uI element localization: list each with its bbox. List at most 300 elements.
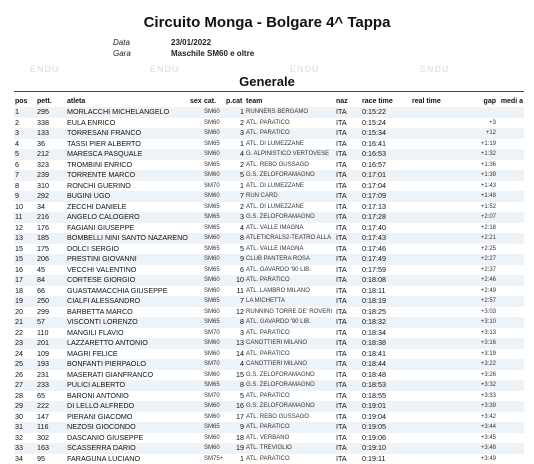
- cell-race-time: 0:17:13: [361, 202, 411, 213]
- cell-real-time: [411, 181, 455, 192]
- cell-gap: +1:43: [455, 181, 497, 192]
- cell-team: ATL. VERBANO: [245, 433, 335, 444]
- table-row: [14, 391, 524, 402]
- cell-gap: +3:45: [455, 433, 497, 444]
- cell-media: [497, 265, 524, 276]
- cell-real-time: [411, 275, 455, 286]
- cell-media: [497, 422, 524, 433]
- cell-sex: [189, 212, 203, 223]
- cell-media: [497, 118, 524, 129]
- cell-race-time: 0:19:04: [361, 412, 411, 423]
- cell-category-position: 2: [225, 202, 245, 213]
- cell-team: CANOTTIERI MILANO: [245, 338, 335, 349]
- cell-athlete: VISCONTI LORENZO: [66, 317, 189, 328]
- results-body: [14, 107, 524, 464]
- cell-real-time: [411, 338, 455, 349]
- cell-category-position: 13: [225, 338, 245, 349]
- cell-nation: ITA: [335, 286, 361, 297]
- cell-media: [497, 317, 524, 328]
- cell-nation: ITA: [335, 380, 361, 391]
- table-row: [14, 139, 524, 150]
- table-row: [14, 349, 524, 360]
- cell-category-position: 15: [225, 370, 245, 381]
- cell-athlete: PULICI ALBERTO: [66, 380, 189, 391]
- cell-pett: 65: [36, 391, 66, 402]
- cell-category-position: 4: [225, 223, 245, 234]
- cell-pos: 11: [14, 212, 36, 223]
- cell-athlete: PRESTINI GIOVANNI: [66, 254, 189, 265]
- cell-real-time: [411, 412, 455, 423]
- cell-athlete: TORRENTE MARCO: [66, 170, 189, 181]
- cell-team: ATL. PARATICO: [245, 422, 335, 433]
- cell-sex: [189, 454, 203, 464]
- col-pett: pett.: [36, 95, 66, 107]
- cell-pos: 15: [14, 254, 36, 265]
- cell-category-position: 18: [225, 433, 245, 444]
- cell-pos: 13: [14, 233, 36, 244]
- watermark: ENDU: [420, 64, 450, 74]
- cell-athlete: FARAGUNA LUCIANO: [66, 454, 189, 464]
- cell-nation: ITA: [335, 401, 361, 412]
- table-header-row: [14, 95, 524, 107]
- cell-real-time: [411, 191, 455, 202]
- col-race-time: race time: [361, 95, 411, 107]
- cell-team: ATL. VALLE IMAGNA: [245, 223, 335, 234]
- cell-sex: [189, 118, 203, 129]
- cell-sex: [189, 149, 203, 160]
- cell-team: ATL. PARATICO: [245, 391, 335, 402]
- watermark: ENDU: [290, 64, 320, 74]
- cell-sex: [189, 107, 203, 118]
- cell-pos: 30: [14, 412, 36, 423]
- cell-category: SM60: [203, 412, 225, 423]
- cell-category-position: 1: [225, 454, 245, 464]
- cell-pos: 9: [14, 191, 36, 202]
- cell-real-time: [411, 244, 455, 255]
- cell-media: [497, 160, 524, 171]
- cell-sex: [189, 139, 203, 150]
- cell-nation: ITA: [335, 328, 361, 339]
- cell-sex: [189, 401, 203, 412]
- cell-athlete: BUGINI UGO: [66, 191, 189, 202]
- cell-athlete: MORLACCHI MICHELANGELO: [66, 107, 189, 118]
- cell-gap: +3: [455, 118, 497, 129]
- cell-pett: 310: [36, 181, 66, 192]
- cell-pos: 18: [14, 286, 36, 297]
- cell-sex: [189, 191, 203, 202]
- date-value: 23/01/2022: [171, 38, 211, 47]
- cell-category-position: 8: [225, 317, 245, 328]
- cell-team: ATL. DI LUMEZZANE: [245, 202, 335, 213]
- cell-race-time: 0:16:57: [361, 160, 411, 171]
- cell-race-time: 0:18:48: [361, 370, 411, 381]
- cell-real-time: [411, 401, 455, 412]
- cell-race-time: 0:19:10: [361, 443, 411, 454]
- cell-gap: +1:32: [455, 149, 497, 160]
- cell-media: [497, 349, 524, 360]
- cell-pett: 206: [36, 254, 66, 265]
- cell-real-time: [411, 391, 455, 402]
- cell-category: SM60: [203, 286, 225, 297]
- cell-race-time: 0:18:44: [361, 359, 411, 370]
- cell-race-time: 0:17:40: [361, 223, 411, 234]
- cell-athlete: MARESCA PASQUALE: [66, 149, 189, 160]
- cell-category: SM60: [203, 401, 225, 412]
- cell-media: [497, 202, 524, 213]
- cell-category-position: 7: [225, 191, 245, 202]
- cell-media: [497, 296, 524, 307]
- table-row: [14, 233, 524, 244]
- cell-category: SM60: [203, 338, 225, 349]
- cell-media: [497, 307, 524, 318]
- cell-pos: 33: [14, 443, 36, 454]
- cell-athlete: FAGIANI GIUSEPPE: [66, 223, 189, 234]
- cell-race-time: 0:18:34: [361, 328, 411, 339]
- cell-team: RUN CARD: [245, 191, 335, 202]
- cell-media: [497, 212, 524, 223]
- cell-gap: +2:25: [455, 244, 497, 255]
- results-table: [14, 95, 524, 464]
- cell-sex: [189, 233, 203, 244]
- cell-gap: +3:13: [455, 328, 497, 339]
- cell-sex: [189, 359, 203, 370]
- cell-pett: 201: [36, 338, 66, 349]
- cell-real-time: [411, 202, 455, 213]
- cell-pos: 7: [14, 170, 36, 181]
- cell-real-time: [411, 223, 455, 234]
- cell-pos: 1: [14, 107, 36, 118]
- cell-race-time: 0:18:11: [361, 286, 411, 297]
- cell-pos: 10: [14, 202, 36, 213]
- cell-category: SM65: [203, 422, 225, 433]
- cell-real-time: [411, 328, 455, 339]
- cell-nation: ITA: [335, 338, 361, 349]
- cell-athlete: BARBETTA MARCO: [66, 307, 189, 318]
- cell-sex: [189, 128, 203, 139]
- cell-team: RUNNERS BERGAMO: [245, 107, 335, 118]
- cell-real-time: [411, 359, 455, 370]
- table-row: [14, 181, 524, 192]
- cell-category: SM60: [203, 107, 225, 118]
- cell-team: CLUB PANTERA ROSA: [245, 254, 335, 265]
- cell-team: ATL. VALLE IMAGNA: [245, 244, 335, 255]
- cell-sex: [189, 254, 203, 265]
- cell-sex: [189, 202, 203, 213]
- cell-nation: ITA: [335, 244, 361, 255]
- cell-nation: ITA: [335, 181, 361, 192]
- cell-sex: [189, 433, 203, 444]
- cell-gap: +3:42: [455, 412, 497, 423]
- col-team: team: [245, 95, 335, 107]
- table-row: [14, 286, 524, 297]
- col-pos: pos: [14, 95, 36, 107]
- watermark: ENDU: [30, 64, 60, 74]
- cell-sex: [189, 328, 203, 339]
- cell-pett: 133: [36, 128, 66, 139]
- cell-media: [497, 412, 524, 423]
- cell-team: G.S. ZELOFORAMAGNO: [245, 401, 335, 412]
- cell-gap: +3:26: [455, 370, 497, 381]
- cell-category: SM70: [203, 359, 225, 370]
- cell-athlete: ZECCHI DANIELE: [66, 202, 189, 213]
- cell-category: SM65: [203, 265, 225, 276]
- col-real-time: real time: [411, 95, 455, 107]
- cell-category-position: 1: [225, 139, 245, 150]
- cell-media: [497, 181, 524, 192]
- cell-pos: 23: [14, 338, 36, 349]
- cell-category-position: 5: [225, 170, 245, 181]
- cell-gap: +2:21: [455, 233, 497, 244]
- cell-nation: ITA: [335, 412, 361, 423]
- cell-sex: [189, 307, 203, 318]
- cell-real-time: [411, 307, 455, 318]
- cell-pos: 24: [14, 349, 36, 360]
- cell-pos: 15: [14, 244, 36, 255]
- cell-athlete: NEZOSI GIOCONDO: [66, 422, 189, 433]
- cell-real-time: [411, 170, 455, 181]
- cell-category-position: 7: [225, 296, 245, 307]
- table-row: [14, 170, 524, 181]
- cell-category: SM60: [203, 170, 225, 181]
- cell-gap: +3:19: [455, 349, 497, 360]
- cell-sex: [189, 338, 203, 349]
- cell-athlete: CIALFI ALESSANDRO: [66, 296, 189, 307]
- cell-nation: ITA: [335, 254, 361, 265]
- cell-media: [497, 139, 524, 150]
- cell-nation: ITA: [335, 443, 361, 454]
- table-row: [14, 118, 524, 129]
- cell-race-time: 0:16:53: [361, 149, 411, 160]
- table-row: [14, 317, 524, 328]
- cell-category-position: 5: [225, 391, 245, 402]
- cell-pett: 193: [36, 359, 66, 370]
- cell-gap: +3:33: [455, 391, 497, 402]
- cell-sex: [189, 160, 203, 171]
- cell-category-position: 6: [225, 265, 245, 276]
- cell-category: SM60: [203, 275, 225, 286]
- cell-race-time: 0:19:11: [361, 454, 411, 464]
- cell-nation: ITA: [335, 160, 361, 171]
- page-title: Circuito Monga - Bolgare 4^ Tappa: [0, 14, 534, 31]
- cell-sex: [189, 170, 203, 181]
- cell-nation: ITA: [335, 223, 361, 234]
- cell-real-time: [411, 454, 455, 464]
- cell-sex: [189, 286, 203, 297]
- cell-pett: 239: [36, 170, 66, 181]
- cell-team: ATL. GAVARDO '90 LIB.: [245, 317, 335, 328]
- cell-real-time: [411, 212, 455, 223]
- cell-pett: 185: [36, 233, 66, 244]
- cell-pett: 34: [36, 202, 66, 213]
- cell-team: ATL. LAMBRO MILANO: [245, 286, 335, 297]
- cell-nation: ITA: [335, 233, 361, 244]
- cell-category: SM60: [203, 443, 225, 454]
- cell-gap: +1:52: [455, 202, 497, 213]
- race-label: Gara: [113, 49, 131, 58]
- cell-team: G.S. ZELOFORAMAGNO: [245, 212, 335, 223]
- cell-nation: ITA: [335, 454, 361, 464]
- cell-athlete: TORRESANI FRANCO: [66, 128, 189, 139]
- cell-sex: [189, 412, 203, 423]
- cell-media: [497, 233, 524, 244]
- cell-athlete: RONCHI GUERINO: [66, 181, 189, 192]
- cell-pett: 163: [36, 443, 66, 454]
- cell-team: ATL. DI LUMEZZANE: [245, 181, 335, 192]
- cell-nation: ITA: [335, 307, 361, 318]
- cell-media: [497, 328, 524, 339]
- cell-pett: 299: [36, 307, 66, 318]
- cell-nation: ITA: [335, 265, 361, 276]
- cell-team: ATL. PARATICO: [245, 118, 335, 129]
- cell-category-position: 9: [225, 254, 245, 265]
- table-row: [14, 296, 524, 307]
- results-header: [0, 0, 534, 100]
- cell-gap: +2:37: [455, 265, 497, 276]
- cell-media: [497, 107, 524, 118]
- cell-category: SM65: [203, 212, 225, 223]
- cell-media: [497, 443, 524, 454]
- cell-sex: [189, 265, 203, 276]
- cell-athlete: DOLCI SERGIO: [66, 244, 189, 255]
- table-row: [14, 380, 524, 391]
- cell-race-time: 0:17:49: [361, 254, 411, 265]
- table-row: [14, 212, 524, 223]
- cell-pett: 292: [36, 191, 66, 202]
- cell-pos: 17: [14, 275, 36, 286]
- cell-real-time: [411, 433, 455, 444]
- cell-real-time: [411, 139, 455, 150]
- cell-gap: +12: [455, 128, 497, 139]
- cell-media: [497, 286, 524, 297]
- cell-race-time: 0:18:08: [361, 275, 411, 286]
- cell-category: SM65: [203, 296, 225, 307]
- cell-media: [497, 275, 524, 286]
- cell-team: G.S. ZELOFORAMAGNO: [245, 370, 335, 381]
- cell-category-position: 9: [225, 422, 245, 433]
- cell-nation: ITA: [335, 149, 361, 160]
- cell-media: [497, 128, 524, 139]
- table-row: [14, 160, 524, 171]
- cell-race-time: 0:18:55: [361, 391, 411, 402]
- cell-athlete: MAGRI FELICE: [66, 349, 189, 360]
- cell-category: SM60: [203, 118, 225, 129]
- cell-real-time: [411, 265, 455, 276]
- cell-pett: 84: [36, 275, 66, 286]
- cell-nation: ITA: [335, 202, 361, 213]
- cell-race-time: 0:17:09: [361, 191, 411, 202]
- cell-team: ATL. REBO GUSSAGO: [245, 412, 335, 423]
- cell-nation: ITA: [335, 212, 361, 223]
- cell-team: G.S. ZELOFORAMAGNO: [245, 170, 335, 181]
- cell-athlete: MANGILI FLAVIO: [66, 328, 189, 339]
- cell-real-time: [411, 296, 455, 307]
- cell-athlete: VECCHI VALENTINO: [66, 265, 189, 276]
- cell-gap: +2:57: [455, 296, 497, 307]
- cell-race-time: 0:19:05: [361, 422, 411, 433]
- cell-media: [497, 433, 524, 444]
- cell-nation: ITA: [335, 107, 361, 118]
- cell-nation: ITA: [335, 139, 361, 150]
- cell-category-position: 5: [225, 244, 245, 255]
- cell-team: ATL. PARATICO: [245, 349, 335, 360]
- cell-athlete: EULA ENRICO: [66, 118, 189, 129]
- cell-pos: 32: [14, 433, 36, 444]
- cell-sex: [189, 317, 203, 328]
- cell-media: [497, 359, 524, 370]
- table-row: [14, 265, 524, 276]
- cell-real-time: [411, 128, 455, 139]
- cell-real-time: [411, 254, 455, 265]
- cell-real-time: [411, 118, 455, 129]
- cell-pett: 212: [36, 149, 66, 160]
- cell-athlete: CORTESE GIORGIO: [66, 275, 189, 286]
- cell-real-time: [411, 317, 455, 328]
- table-row: [14, 128, 524, 139]
- col-naz: naz: [335, 95, 361, 107]
- cell-pos: 28: [14, 391, 36, 402]
- cell-media: [497, 380, 524, 391]
- cell-pos: 27: [14, 380, 36, 391]
- cell-category-position: 3: [225, 212, 245, 223]
- cell-pos: 26: [14, 370, 36, 381]
- cell-pos: 25: [14, 359, 36, 370]
- cell-real-time: [411, 149, 455, 160]
- cell-pos: 20: [14, 307, 36, 318]
- col-sex: sex: [189, 95, 203, 107]
- cell-team: ATL. REBO GUSSAGO: [245, 160, 335, 171]
- cell-athlete: ANGELO CALOGERO: [66, 212, 189, 223]
- table-row: [14, 370, 524, 381]
- cell-race-time: 0:18:41: [361, 349, 411, 360]
- cell-team: ATL. PARATICO: [245, 454, 335, 464]
- cell-category: SM60: [203, 349, 225, 360]
- table-row: [14, 328, 524, 339]
- cell-gap: +2:27: [455, 254, 497, 265]
- table-row: [14, 443, 524, 454]
- cell-pos: 5: [14, 149, 36, 160]
- cell-pett: 323: [36, 160, 66, 171]
- cell-race-time: 0:16:41: [361, 139, 411, 150]
- cell-gap: +2:07: [455, 212, 497, 223]
- cell-real-time: [411, 107, 455, 118]
- cell-race-time: 0:18:53: [361, 380, 411, 391]
- cell-real-time: [411, 286, 455, 297]
- cell-pett: 176: [36, 223, 66, 234]
- cell-gap: +2:18: [455, 223, 497, 234]
- cell-team: RUNNING TORRE DE' ROVERI: [245, 307, 335, 318]
- cell-team: ATLETICRALS2-TEATRO ALLA: [245, 233, 335, 244]
- race-value: Maschile SM60 e oltre: [171, 49, 254, 58]
- cell-race-time: 0:18:32: [361, 317, 411, 328]
- table-row: [14, 202, 524, 213]
- cell-pos: 16: [14, 265, 36, 276]
- cell-category-position: 8: [225, 380, 245, 391]
- cell-team: G.S. ZELOFORAMAGNO: [245, 380, 335, 391]
- cell-pos: 4: [14, 139, 36, 150]
- cell-nation: ITA: [335, 359, 361, 370]
- cell-pos: 19: [14, 296, 36, 307]
- cell-category: SM60: [203, 233, 225, 244]
- cell-pett: 233: [36, 380, 66, 391]
- cell-pos: 31: [14, 422, 36, 433]
- cell-nation: ITA: [335, 370, 361, 381]
- cell-category: SM65: [203, 317, 225, 328]
- col-pcat: p.cat: [225, 95, 245, 107]
- cell-sex: [189, 244, 203, 255]
- cell-category-position: 4: [225, 149, 245, 160]
- cell-category-position: 4: [225, 359, 245, 370]
- cell-media: [497, 244, 524, 255]
